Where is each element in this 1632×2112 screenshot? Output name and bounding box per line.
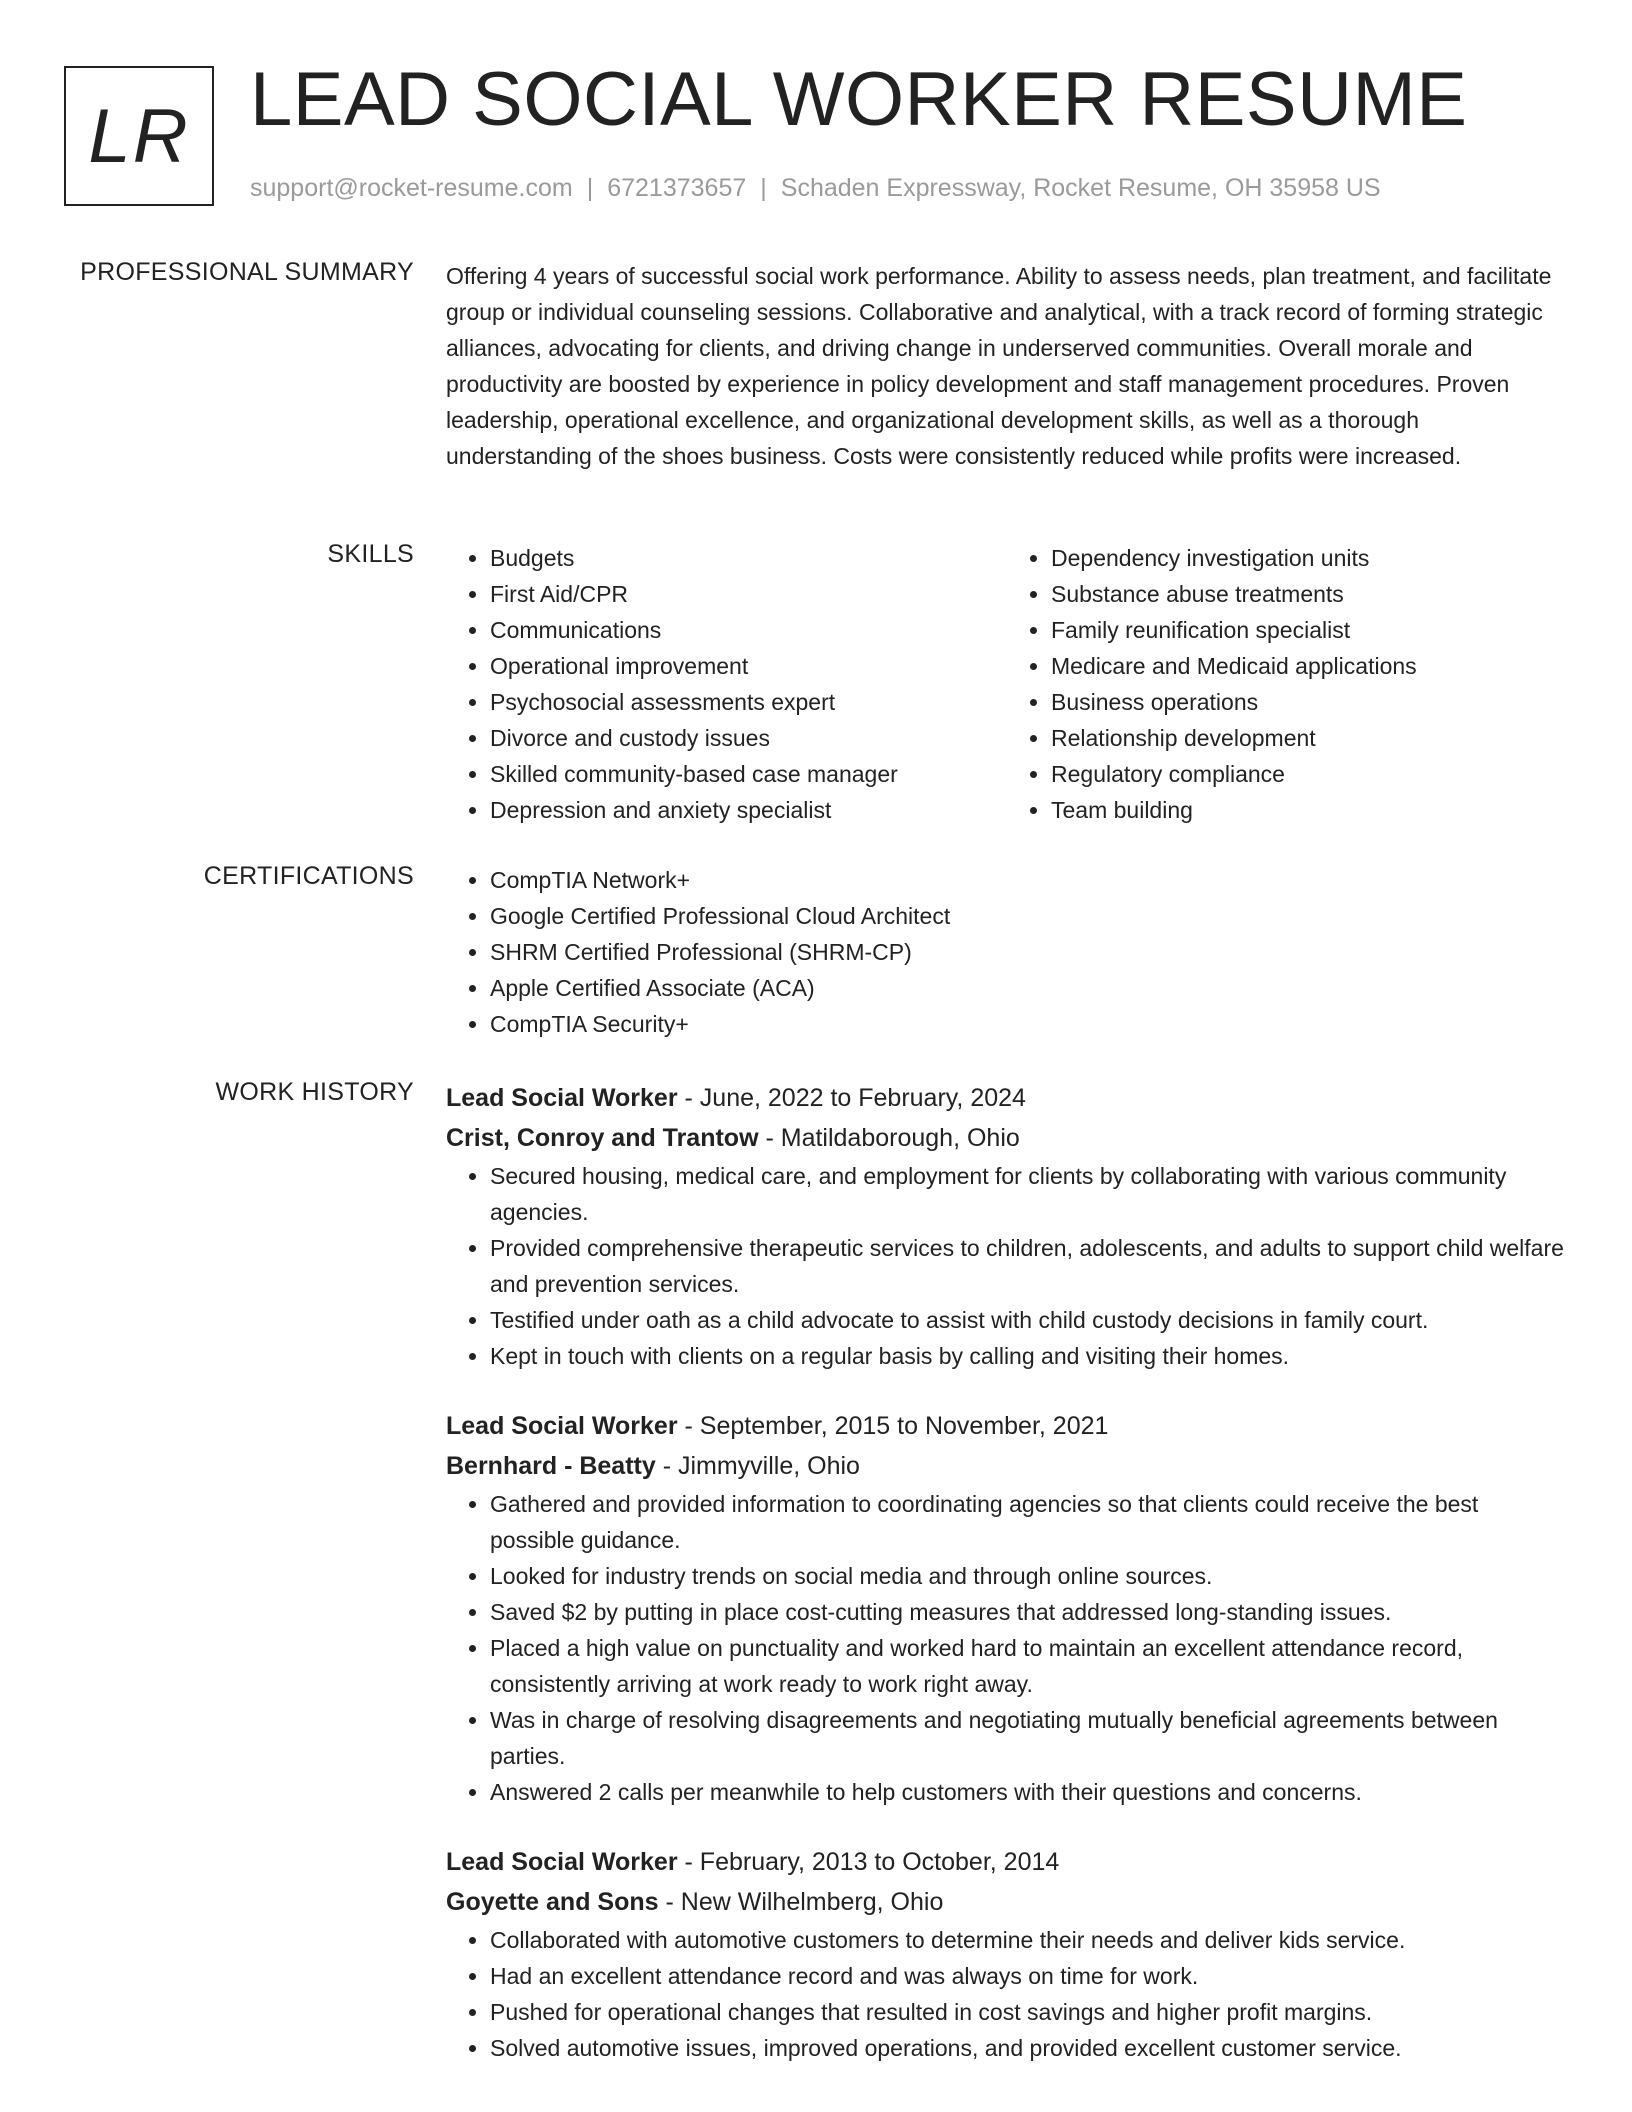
contact-phone: 6721373657 (607, 174, 747, 202)
section-label-certifications: CERTIFICATIONS (203, 862, 414, 890)
job-bullets (446, 1922, 1568, 2066)
job-bullet: • Gathered and provided information to coordinating agencies so that clients could receive the best possible guidance. (490, 1486, 1568, 1558)
job-bullet: • Was in charge of resolving disagreements and negotiating mutually beneficial agreements between parties. (490, 1702, 1568, 1774)
job-location: - Matildaborough, Ohio (758, 1124, 1020, 1152)
section-label-summary: PROFESSIONAL SUMMARY (80, 258, 414, 286)
job-bullets (446, 1486, 1568, 1810)
job-company-line (446, 1446, 1568, 1486)
job-bullet: • Looked for industry trends on social media and through online sources. (490, 1558, 1568, 1594)
skill-item: • Business operations (1051, 684, 1568, 720)
skill-item: • Family reunification specialist (1051, 612, 1568, 648)
summary-content (446, 258, 1568, 474)
job-bullet: • Answered 2 calls per meanwhile to help customers with their questions and concerns. (490, 1774, 1568, 1810)
job-bullet: • Solved automotive issues, improved operations, and provided excellent customer service. (490, 2030, 1568, 2066)
job-entry (446, 1078, 1568, 1374)
skill-item: • Divorce and custody issues (490, 720, 1007, 756)
job-company: Bernhard - Beatty (446, 1452, 656, 1480)
skill-item: • Communications (490, 612, 1007, 648)
job-entry (446, 1842, 1568, 2066)
certification-item: • CompTIA Network+ (490, 862, 1568, 898)
skill-item: • Team building (1051, 792, 1568, 828)
skill-item: • Budgets (490, 540, 1007, 576)
certification-item: • Google Certified Professional Cloud Architect (490, 898, 1568, 934)
contact-address: Schaden Expressway, Rocket Resume, OH 35958 US (780, 174, 1381, 202)
job-title-line (446, 1406, 1568, 1446)
job-company-line (446, 1118, 1568, 1158)
certification-item: • SHRM Certified Professional (SHRM-CP) (490, 934, 1568, 970)
job-bullet: • Pushed for operational changes that resulted in cost savings and higher profit margins. (490, 1994, 1568, 2030)
job-dates: - June, 2022 to February, 2024 (677, 1084, 1026, 1112)
job-bullet: • Provided comprehensive therapeutic services to children, adolescents, and adults to support child welfare and prevention services. (490, 1230, 1568, 1302)
skill-item: • Relationship development (1051, 720, 1568, 756)
certifications-list (446, 862, 1568, 1042)
contact-separator: | (760, 174, 767, 202)
job-bullets (446, 1158, 1568, 1374)
certification-item: • CompTIA Security+ (490, 1006, 1568, 1042)
skill-item: • Depression and anxiety specialist (490, 792, 1007, 828)
job-title-line (446, 1842, 1568, 1882)
job-title: Lead Social Worker (446, 1084, 678, 1112)
contact-line (250, 174, 1381, 203)
skill-item: • Psychosocial assessments expert (490, 684, 1007, 720)
contact-email: support@rocket-resume.com (250, 174, 573, 202)
section-label-work-history: WORK HISTORY (215, 1078, 414, 1106)
job-location: - New Wilhelmberg, Ohio (658, 1888, 944, 1916)
job-dates: - September, 2015 to November, 2021 (677, 1412, 1109, 1440)
work-history-content (446, 1078, 1568, 2098)
job-title: Lead Social Worker (446, 1848, 678, 1876)
contact-separator: | (586, 174, 594, 202)
skill-item: • Operational improvement (490, 648, 1007, 684)
skill-item: • Regulatory compliance (1051, 756, 1568, 792)
summary-text: Offering 4 years of successful social work performance. Ability to assess needs, plan treatment, and facilitate group or individual counseling sessions. Collaborative and analytical, with a track record of forming strategic alliances, advocating for clients, and driving change in underserved communities. Overall morale and productivity are boosted by experience in policy development and staff management procedures. Proven leadership, operational excellence, and organizational development skills, as well as a thorough understanding of the shoes business. Costs were consistently reduced while profits were increased. (446, 263, 1552, 469)
job-title: Lead Social Worker (446, 1412, 678, 1440)
job-bullet: • Kept in touch with clients on a regular basis by calling and visiting their homes. (490, 1338, 1568, 1374)
skill-item: • First Aid/CPR (490, 576, 1007, 612)
skills-list-right (1007, 540, 1568, 828)
monogram-logo: LR (64, 66, 214, 206)
skill-item: • Medicare and Medicaid applications (1051, 648, 1568, 684)
skill-item: • Skilled community-based case manager (490, 756, 1007, 792)
job-company: Goyette and Sons (446, 1888, 659, 1916)
certifications-content (446, 862, 1568, 1042)
certification-item: • Apple Certified Associate (ACA) (490, 970, 1568, 1006)
job-title-line (446, 1078, 1568, 1118)
job-bullet: • Testified under oath as a child advocate to assist with child custody decisions in family court. (490, 1302, 1568, 1338)
skills-content (446, 540, 1568, 828)
resume-title: LEAD SOCIAL WORKER RESUME (250, 57, 1468, 142)
job-bullet: • Saved $2 by putting in place cost-cutting measures that addressed long-standing issues. (490, 1594, 1568, 1630)
job-bullet: • Collaborated with automotive customers to determine their needs and deliver kids service. (490, 1922, 1568, 1958)
skill-item: • Dependency investigation units (1051, 540, 1568, 576)
job-bullet: • Secured housing, medical care, and employment for clients by collaborating with various community agencies. (490, 1158, 1568, 1230)
skills-list-left (446, 540, 1007, 828)
skill-item: • Substance abuse treatments (1051, 576, 1568, 612)
job-entry (446, 1406, 1568, 1810)
job-bullet: • Had an excellent attendance record and was always on time for work. (490, 1958, 1568, 1994)
section-label-skills: SKILLS (327, 540, 414, 568)
job-location: - Jimmyville, Ohio (655, 1452, 860, 1480)
job-dates: - February, 2013 to October, 2014 (677, 1848, 1060, 1876)
job-company: Crist, Conroy and Trantow (446, 1124, 759, 1152)
job-company-line (446, 1882, 1568, 1922)
job-bullet: • Placed a high value on punctuality and worked hard to maintain an excellent attendance record, consistently arriving at work ready to work right away. (490, 1630, 1568, 1702)
